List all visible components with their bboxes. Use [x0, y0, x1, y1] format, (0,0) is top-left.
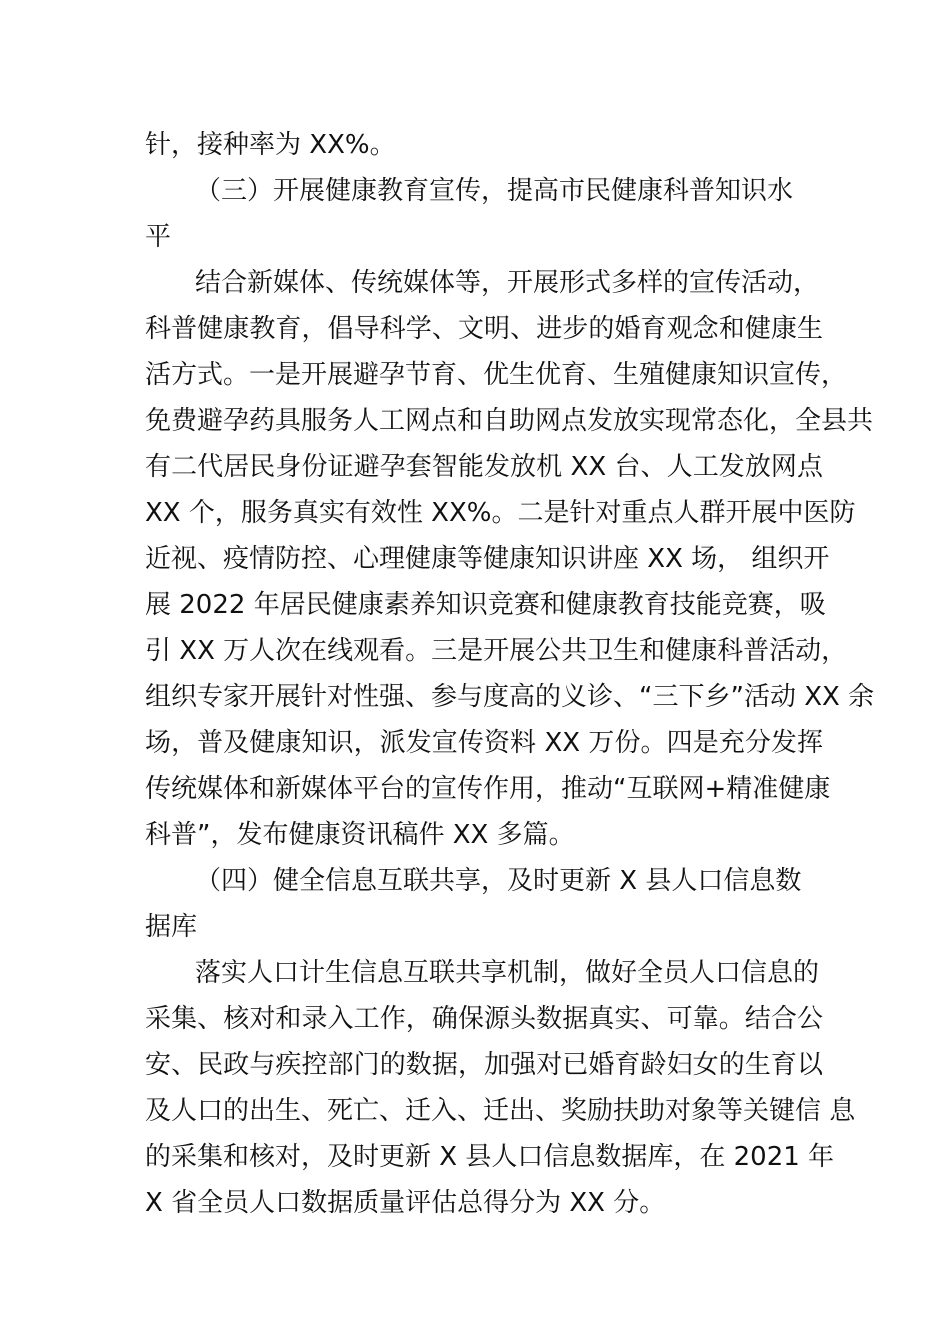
paragraph-line: 展 2022 年居民健康素养知识竞赛和健康教育技能竞赛，吸 — [145, 590, 826, 620]
paragraph-line: 传统媒体和新媒体平台的宣传作用，推动“互联网+精准健康 — [145, 774, 831, 804]
paragraph-line: 引 XX 万人次在线观看。三是开展公共卫生和健康科普活动， — [145, 636, 848, 666]
paragraph-line: 的采集和核对，及时更新 X 县人口信息数据库，在 2021 年 — [145, 1142, 835, 1172]
section-heading-four: （四）健全信息互联共享，及时更新 X 县人口信息数 — [195, 866, 802, 896]
paragraph-line: 组织专家开展针对性强、参与度高的义诊、“三下乡”活动 XX 余 — [145, 682, 875, 712]
section-heading-three-cont: 平 — [145, 222, 172, 252]
paragraph-line: 免费避孕药具服务人工网点和自助网点发放实现常态化，全县共 — [145, 406, 874, 436]
paragraph-line: XX 个，服务真实有效性 XX%。二是针对重点人群开展中医防 — [145, 498, 856, 528]
paragraph-line: 及人口的出生、死亡、迁入、迁出、奖励扶助对象等关键信 息 — [145, 1096, 856, 1126]
paragraph-line: 场，普及健康知识，派发宣传资料 XX 万份。四是充分发挥 — [145, 728, 823, 758]
paragraph-line: 科普”，发布健康资讯稿件 XX 多篇。 — [145, 820, 575, 850]
paragraph-line: 落实人口计生信息互联共享机制，做好全员人口信息的 — [195, 958, 820, 988]
paragraph-line: 安、民政与疾控部门的数据，加强对已婚育龄妇女的生育以 — [145, 1050, 823, 1080]
paragraph-line: 采集、核对和录入工作，确保源头数据真实、可靠。结合公 — [145, 1004, 823, 1034]
section-heading-four-cont: 据库 — [145, 912, 198, 942]
paragraph-line: 有二代居民身份证避孕套智能发放机 XX 台、人工发放网点 — [145, 452, 823, 482]
paragraph-line: 结合新媒体、传统媒体等，开展形式多样的宣传活动， — [195, 268, 820, 298]
paragraph-line: 近视、疫情防控、心理健康等健康知识讲座 XX 场， 组织开 — [145, 544, 830, 574]
section-heading-three: （三）开展健康教育宣传，提高市民健康科普知识水 — [195, 176, 794, 206]
paragraph-line: 针，接种率为 XX%。 — [145, 130, 396, 160]
paragraph-line: X 省全员人口数据质量评估总得分为 XX 分。 — [145, 1188, 666, 1218]
paragraph-line: 活方式。一是开展避孕节育、优生优育、生殖健康知识宣传， — [145, 360, 848, 390]
paragraph-line: 科普健康教育，倡导科学、文明、进步的婚育观念和健康生 — [145, 314, 823, 344]
